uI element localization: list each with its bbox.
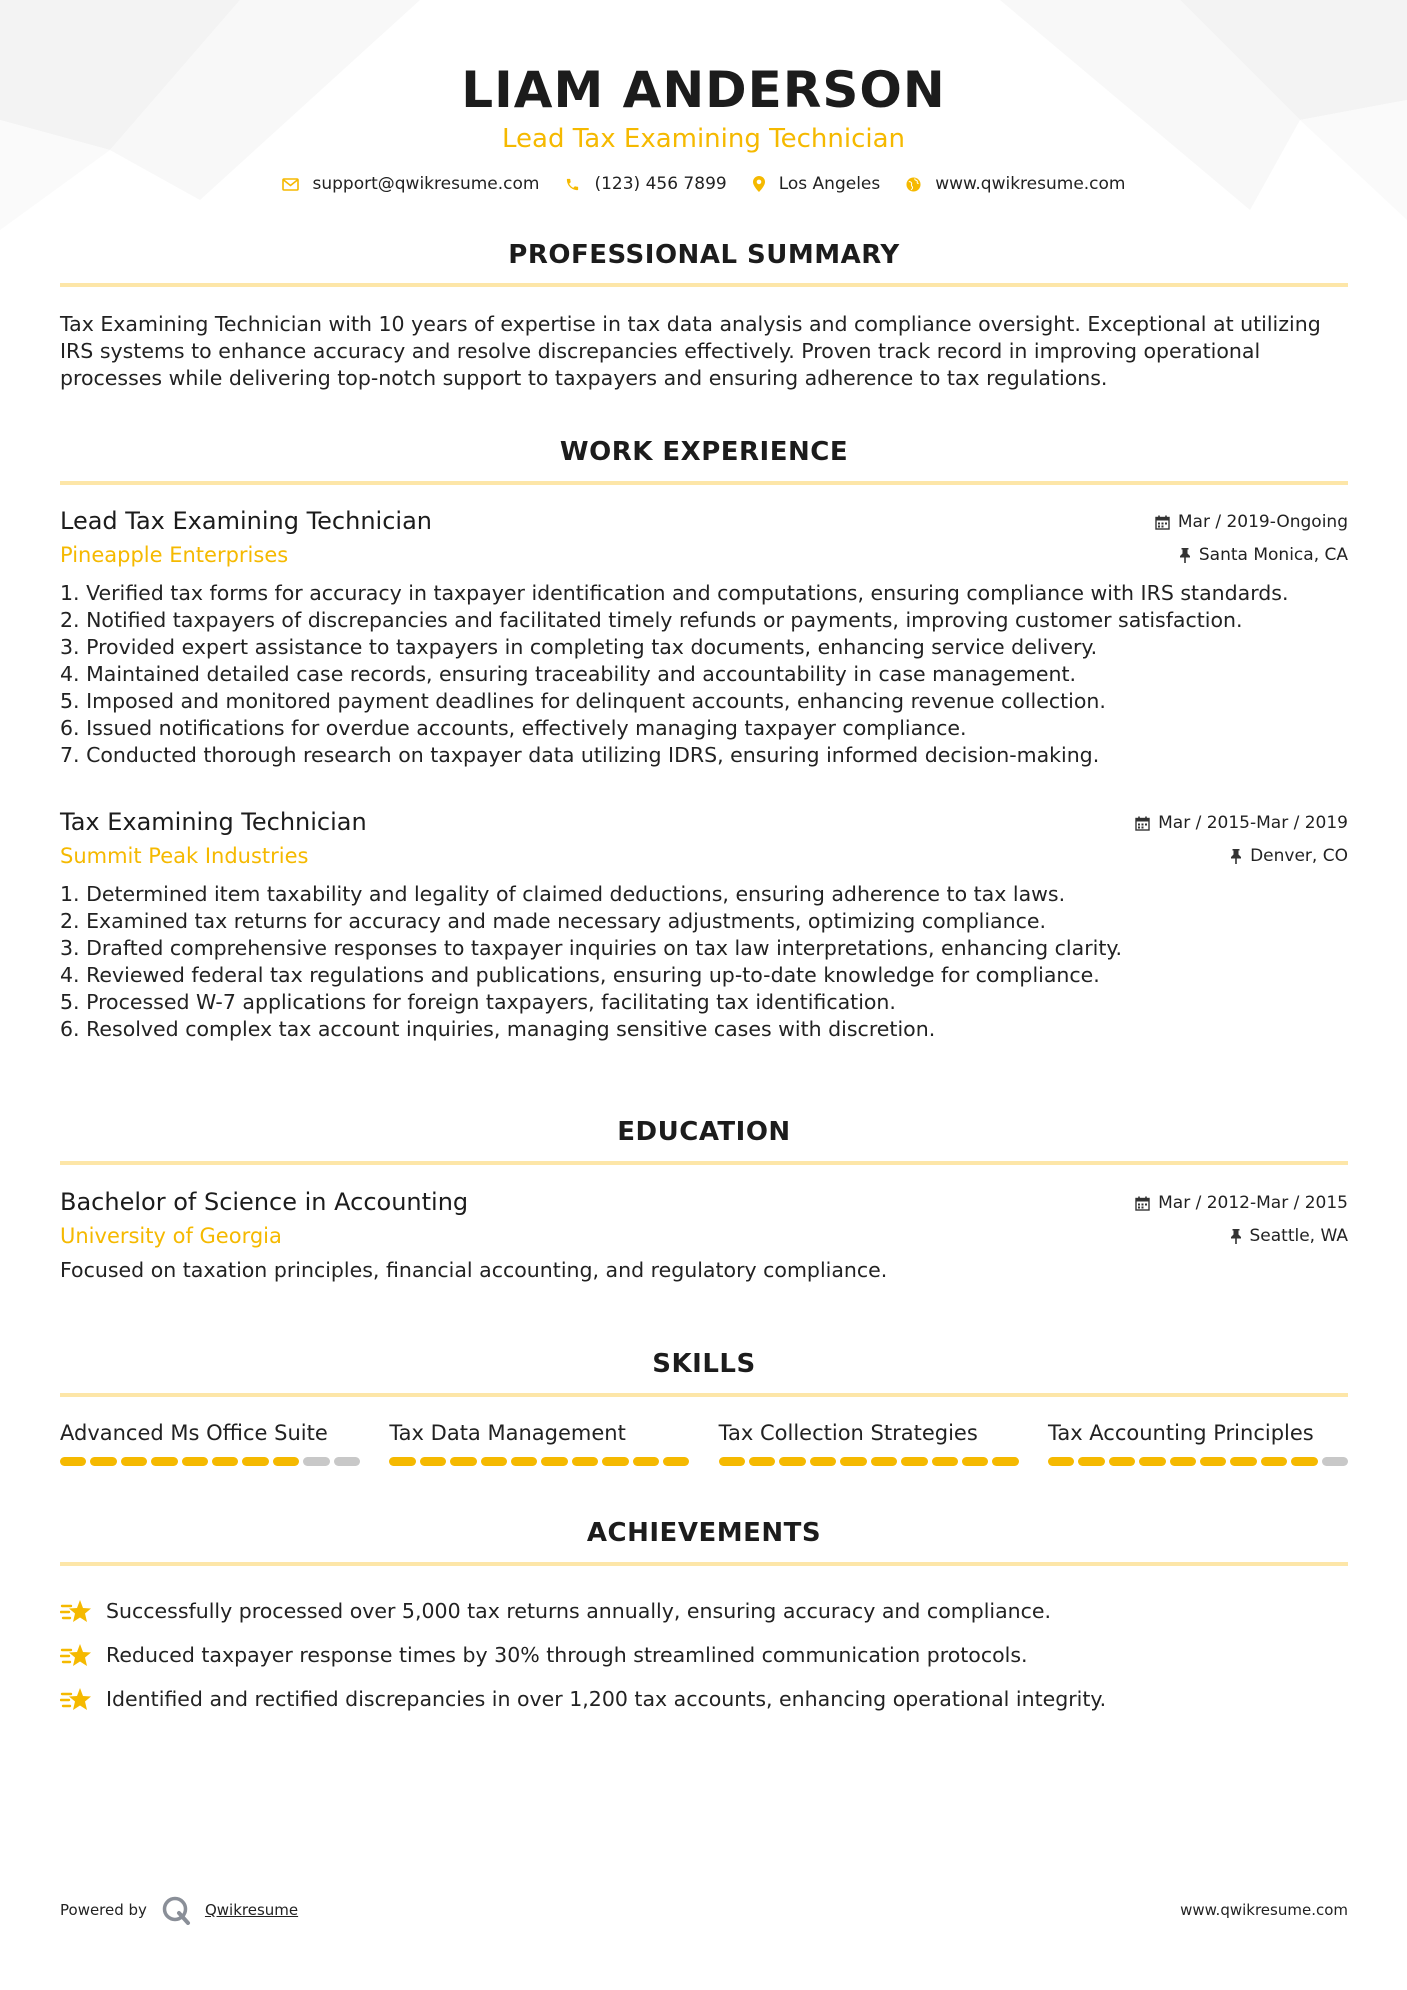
skills-list xyxy=(60,1418,1348,1466)
list-item: 6. Resolved complex tax account inquiries, managing sensitive cases with discretion. xyxy=(60,1017,936,1041)
job-company: Summit Peak Industries xyxy=(60,844,309,868)
skill-level-segment-filled xyxy=(1170,1457,1196,1466)
calendar-icon xyxy=(1155,515,1170,530)
skill-level-segment-filled xyxy=(633,1457,659,1466)
shooting-star-icon xyxy=(60,1598,92,1624)
skill-level-segment-filled xyxy=(663,1457,689,1466)
contact-row xyxy=(0,174,1407,194)
footer-branding xyxy=(60,1895,298,1925)
job-title: Tax Examining Technician xyxy=(60,808,367,836)
skill-level-bar xyxy=(719,1457,1019,1466)
achievement-item xyxy=(60,1677,1348,1721)
skill-item xyxy=(719,1418,1019,1466)
job-location xyxy=(1179,544,1348,566)
job-location-text: Denver, CO xyxy=(1250,846,1348,866)
shooting-star-icon xyxy=(60,1642,92,1668)
skill-level-segment-filled xyxy=(541,1457,567,1466)
contact-location xyxy=(753,174,881,194)
job-location xyxy=(1230,845,1348,867)
skill-level-segment-filled xyxy=(1291,1457,1317,1466)
email-text: support@qwikresume.com xyxy=(312,174,540,194)
list-item: 1. Determined item taxability and legality of claimed deductions, ensuring adherence to tax laws. xyxy=(60,882,1066,906)
skill-level-segment-filled xyxy=(1109,1457,1135,1466)
skill-level-segment-filled xyxy=(602,1457,628,1466)
skill-level-segment-empty xyxy=(334,1457,360,1466)
skill-level-segment-filled xyxy=(212,1457,238,1466)
skill-level-segment-filled xyxy=(1139,1457,1165,1466)
skill-level-segment-filled xyxy=(1200,1457,1226,1466)
education-divider xyxy=(60,1161,1348,1165)
experience-heading: WORK EXPERIENCE xyxy=(559,437,849,467)
list-item: 2. Examined tax returns for accuracy and made necessary adjustments, optimizing compliance. xyxy=(60,909,1046,933)
summary-heading: PROFESSIONAL SUMMARY xyxy=(508,240,900,270)
list-item: 7. Conducted thorough research on taxpayer data utilizing IDRS, ensuring informed decision-making. xyxy=(60,743,1100,767)
skill-level-bar xyxy=(60,1457,360,1466)
education-entry xyxy=(60,1186,1348,1284)
skill-item xyxy=(60,1418,360,1466)
skill-level-segment-filled xyxy=(511,1457,537,1466)
job-dates-text: Mar / 2015-Mar / 2019 xyxy=(1158,813,1348,833)
education-location xyxy=(1230,1225,1349,1247)
skill-level-segment-filled xyxy=(151,1457,177,1466)
job-location-text: Santa Monica, CA xyxy=(1198,545,1348,565)
job-entry-2 xyxy=(60,806,1348,1043)
skill-level-bar xyxy=(389,1457,689,1466)
achievements-divider xyxy=(60,1562,1348,1566)
skill-name: Advanced Ms Office Suite xyxy=(60,1421,328,1445)
achievement-text: Successfully processed over 5,000 tax returns annually, ensuring accuracy and compliance. xyxy=(106,1599,1052,1623)
education-dates-text: Mar / 2012-Mar / 2015 xyxy=(1158,1193,1348,1213)
skill-level-segment-filled xyxy=(840,1457,866,1466)
phone-text: (123) 456 7899 xyxy=(594,174,727,194)
skill-level-segment-filled xyxy=(779,1457,805,1466)
skill-level-segment-filled xyxy=(481,1457,507,1466)
skill-level-segment-filled xyxy=(389,1457,415,1466)
list-item: 3. Drafted comprehensive responses to taxpayer inquiries on tax law interpretations, enhancing clarity. xyxy=(60,936,1123,960)
list-item: 4. Reviewed federal tax regulations and publications, ensuring up-to-date knowledge for compliance. xyxy=(60,963,1100,987)
skill-level-segment-filled xyxy=(1230,1457,1256,1466)
list-item: 6. Issued notifications for overdue accounts, effectively managing taxpayer compliance. xyxy=(60,716,967,740)
skill-level-segment-filled xyxy=(932,1457,958,1466)
job-title: Lead Tax Examining Technician xyxy=(60,507,432,535)
pushpin-icon xyxy=(1179,548,1191,563)
envelope-icon xyxy=(282,178,299,191)
job-dates-text: Mar / 2019-Ongoing xyxy=(1177,512,1348,532)
skill-level-segment-filled xyxy=(273,1457,299,1466)
contact-phone[interactable] xyxy=(565,174,726,194)
contact-email[interactable] xyxy=(282,174,540,194)
skill-level-segment-filled xyxy=(572,1457,598,1466)
resume-header xyxy=(0,0,1407,194)
contact-website[interactable] xyxy=(906,174,1125,194)
achievements-list xyxy=(60,1589,1348,1721)
skill-level-segment-filled xyxy=(450,1457,476,1466)
list-item: 5. Imposed and monitored payment deadlines for delinquent accounts, enhancing revenue collection. xyxy=(60,689,1106,713)
footer xyxy=(60,1895,1348,1925)
skill-item xyxy=(1048,1418,1348,1466)
candidate-name: LIAM ANDERSON xyxy=(461,61,946,119)
skill-name: Tax Accounting Principles xyxy=(1047,1421,1314,1445)
job-responsibilities xyxy=(60,580,1348,769)
skill-level-segment-filled xyxy=(1048,1457,1074,1466)
skill-level-segment-filled xyxy=(962,1457,988,1466)
phone-icon xyxy=(565,177,580,192)
pushpin-icon xyxy=(1230,849,1242,864)
skill-level-segment-filled xyxy=(810,1457,836,1466)
skill-level-segment-filled xyxy=(182,1457,208,1466)
education-location-text: Seattle, WA xyxy=(1249,1226,1348,1246)
education-description: Focused on taxation principles, financial accounting, and regulatory compliance. xyxy=(60,1258,888,1282)
list-item: 4. Maintained detailed case records, ensuring traceability and accountability in case management. xyxy=(60,662,1077,686)
list-item: 3. Provided expert assistance to taxpayers in completing tax documents, enhancing service delivery. xyxy=(60,635,1098,659)
achievement-item xyxy=(60,1589,1348,1633)
achievement-text: Reduced taxpayer response times by 30% through streamlined communication protocols. xyxy=(106,1643,1028,1667)
job-entry-1 xyxy=(60,505,1348,769)
location-text: Los Angeles xyxy=(778,174,881,194)
skill-level-segment-filled xyxy=(90,1457,116,1466)
website-text: www.qwikresume.com xyxy=(935,174,1126,194)
list-item: 5. Processed W-7 applications for foreign taxpayers, facilitating tax identification. xyxy=(60,990,896,1014)
skills-heading: SKILLS xyxy=(652,1349,756,1379)
skill-level-segment-empty xyxy=(303,1457,329,1466)
powered-by-label: Powered by xyxy=(60,1901,147,1919)
skill-level-segment-filled xyxy=(1078,1457,1104,1466)
footer-website[interactable]: www.qwikresume.com xyxy=(1180,1901,1348,1919)
pushpin-icon xyxy=(1230,1229,1242,1244)
globe-icon xyxy=(906,177,921,192)
achievement-text: Identified and rectified discrepancies in over 1,200 tax accounts, enhancing operational integrity. xyxy=(106,1687,1107,1711)
job-company: Pineapple Enterprises xyxy=(60,543,289,567)
skill-level-segment-filled xyxy=(992,1457,1018,1466)
education-heading: EDUCATION xyxy=(617,1117,791,1147)
skill-level-segment-filled xyxy=(242,1457,268,1466)
skill-item xyxy=(389,1418,689,1466)
skill-level-segment-filled xyxy=(1261,1457,1287,1466)
list-item: 1. Verified tax forms for accuracy in taxpayer identification and computations, ensuring compliance with IRS standards. xyxy=(60,581,1289,605)
shooting-star-icon xyxy=(60,1686,92,1712)
degree-title: Bachelor of Science in Accounting xyxy=(60,1188,469,1216)
education-dates xyxy=(1135,1192,1348,1214)
skills-divider xyxy=(60,1393,1348,1397)
map-pin-icon xyxy=(753,176,765,192)
candidate-title: Lead Tax Examining Technician xyxy=(502,124,905,154)
skill-level-segment-empty xyxy=(1322,1457,1348,1466)
summary-text: Tax Examining Technician with 10 years of expertise in tax data analysis and compliance oversight. Exceptional at utilizing IRS systems to enhance accuracy and resolve discrepancies effectively. Proven track record in improving operational processes while delivering top-notch support to taxpayers and ensuring adherence to tax regulations. xyxy=(60,312,1321,390)
skill-name: Tax Collection Strategies xyxy=(718,1421,978,1445)
skill-level-segment-filled xyxy=(60,1457,86,1466)
calendar-icon xyxy=(1135,1196,1150,1211)
job-responsibilities xyxy=(60,881,1348,1043)
school-name: University of Georgia xyxy=(60,1224,282,1248)
achievement-item xyxy=(60,1633,1348,1677)
achievements-heading: ACHIEVEMENTS xyxy=(586,1518,822,1548)
job-dates xyxy=(1155,511,1348,533)
skill-level-segment-filled xyxy=(749,1457,775,1466)
skill-level-segment-filled xyxy=(420,1457,446,1466)
qwikresume-logo-icon xyxy=(161,1895,191,1925)
skill-level-segment-filled xyxy=(121,1457,147,1466)
qwikresume-link[interactable]: Qwikresume xyxy=(204,1901,299,1919)
skill-level-segment-filled xyxy=(901,1457,927,1466)
calendar-icon xyxy=(1135,816,1150,831)
skill-level-segment-filled xyxy=(719,1457,745,1466)
experience-divider xyxy=(60,481,1348,485)
summary-divider xyxy=(60,283,1348,287)
skill-name: Tax Data Management xyxy=(389,1421,626,1445)
list-item: 2. Notified taxpayers of discrepancies and facilitated timely refunds or payments, improving customer satisfaction. xyxy=(60,608,1243,632)
job-dates xyxy=(1135,812,1348,834)
skill-level-bar xyxy=(1048,1457,1348,1466)
skill-level-segment-filled xyxy=(871,1457,897,1466)
